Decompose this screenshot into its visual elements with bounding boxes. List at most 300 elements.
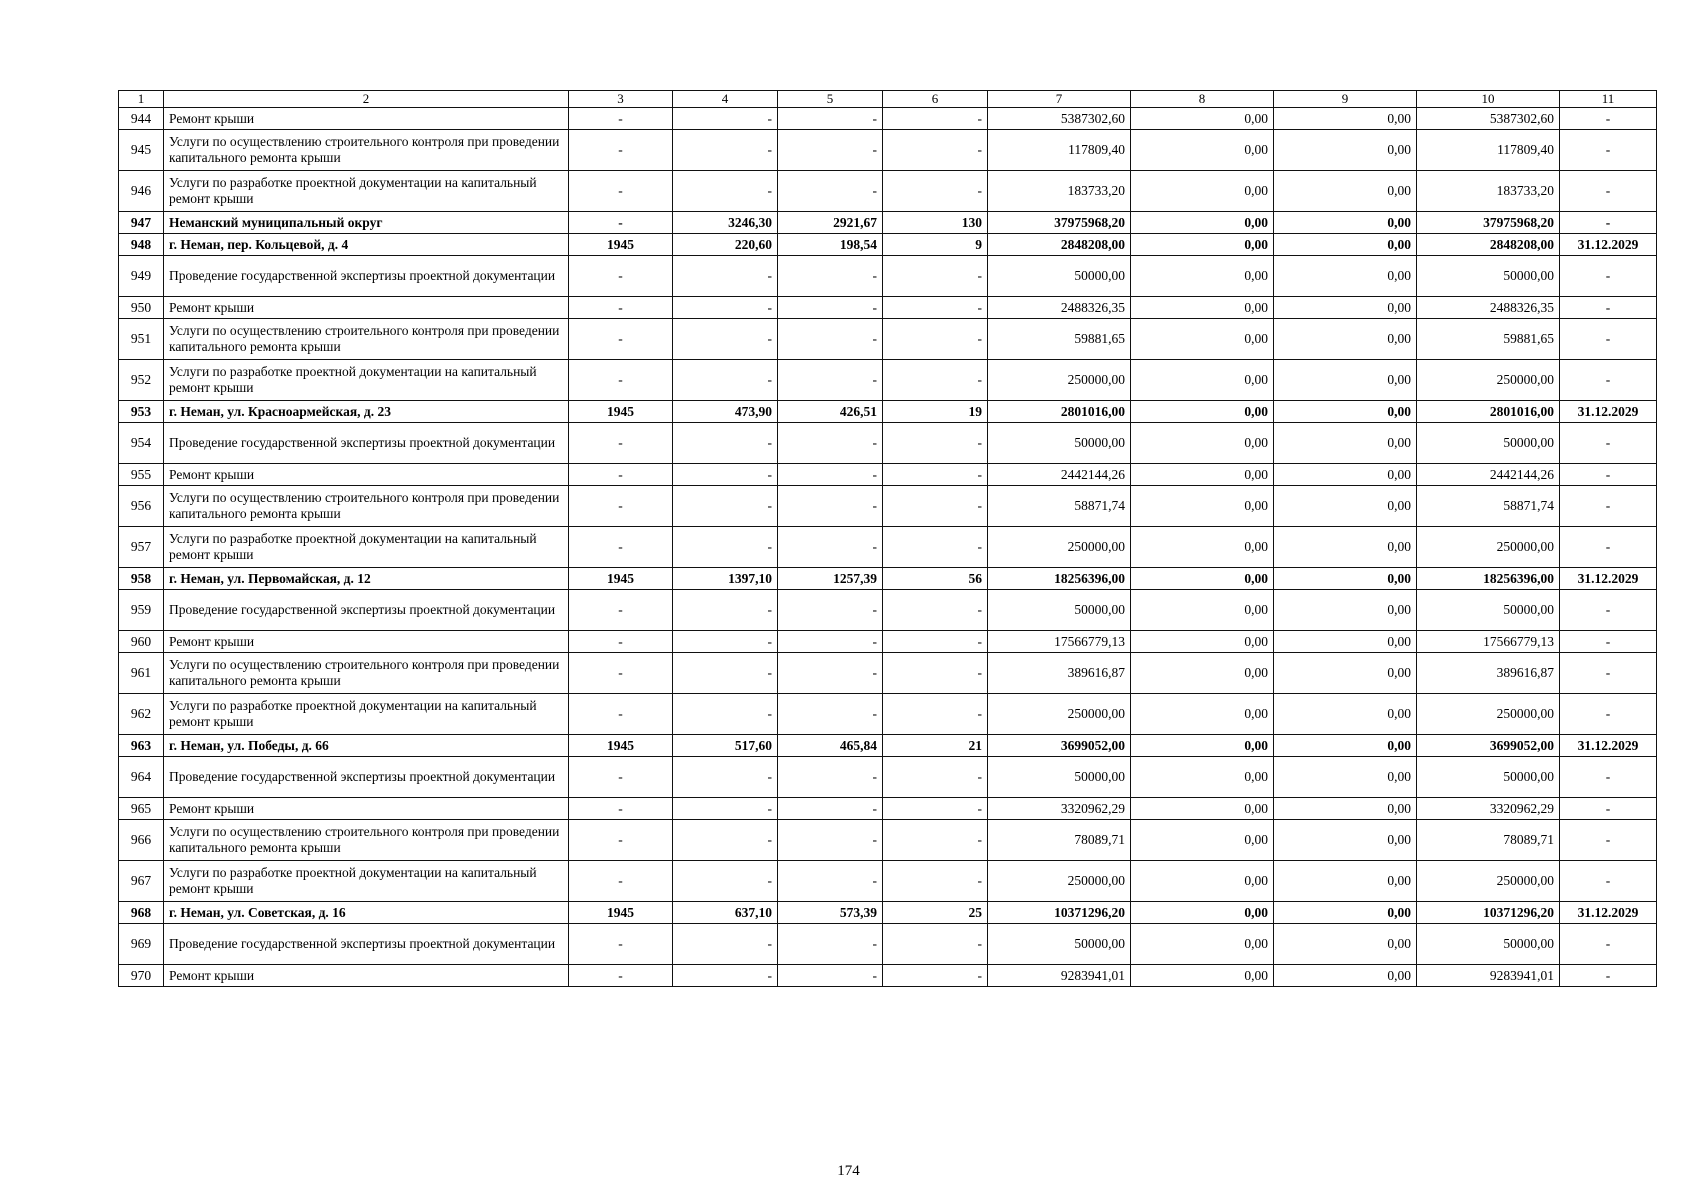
area-cell: - — [673, 256, 778, 297]
cost-cell-8: 0,00 — [1131, 319, 1274, 360]
total-cost-cell: 50000,00 — [988, 423, 1131, 464]
living-area-cell: - — [778, 861, 883, 902]
deadline-cell: - — [1560, 464, 1657, 486]
row-number: 964 — [119, 757, 164, 798]
residents-cell: - — [883, 527, 988, 568]
cost-cell-8: 0,00 — [1131, 631, 1274, 653]
cost-cell-8: 0,00 — [1131, 798, 1274, 820]
item-name: Неманский муниципальный округ — [164, 212, 569, 234]
cost-cell-9: 0,00 — [1274, 653, 1417, 694]
year-cell: 1945 — [569, 234, 673, 256]
living-area-cell: - — [778, 694, 883, 735]
cost-cell-9: 0,00 — [1274, 965, 1417, 987]
year-cell: - — [569, 527, 673, 568]
total-cost-cell: 10371296,20 — [988, 902, 1131, 924]
area-cell: 1397,10 — [673, 568, 778, 590]
cost-cell-10: 59881,65 — [1417, 319, 1560, 360]
header-cell: 11 — [1560, 91, 1657, 108]
area-cell: - — [673, 757, 778, 798]
year-cell: - — [569, 360, 673, 401]
cost-cell-9: 0,00 — [1274, 590, 1417, 631]
deadline-cell: - — [1560, 130, 1657, 171]
residents-cell: - — [883, 171, 988, 212]
cost-cell-8: 0,00 — [1131, 256, 1274, 297]
living-area-cell: - — [778, 798, 883, 820]
item-name: Проведение государственной экспертизы проектной документации — [164, 924, 569, 965]
deadline-cell: 31.12.2029 — [1560, 401, 1657, 423]
year-cell: - — [569, 423, 673, 464]
row-number: 946 — [119, 171, 164, 212]
cost-cell-8: 0,00 — [1131, 486, 1274, 527]
living-area-cell: - — [778, 527, 883, 568]
cost-cell-8: 0,00 — [1131, 108, 1274, 130]
cost-cell-9: 0,00 — [1274, 694, 1417, 735]
cost-cell-9: 0,00 — [1274, 212, 1417, 234]
table-row — [119, 590, 1657, 631]
living-area-cell: 465,84 — [778, 735, 883, 757]
living-area-cell: - — [778, 820, 883, 861]
cost-cell-9: 0,00 — [1274, 861, 1417, 902]
header-cell: 7 — [988, 91, 1131, 108]
deadline-cell: - — [1560, 861, 1657, 902]
area-cell: - — [673, 861, 778, 902]
year-cell: - — [569, 590, 673, 631]
deadline-cell: - — [1560, 757, 1657, 798]
item-name: Ремонт крыши — [164, 798, 569, 820]
item-name: Услуги по осуществлению строительного контроля при проведении капитального ремонта крыши — [164, 653, 569, 694]
living-area-cell: - — [778, 108, 883, 130]
residents-cell: - — [883, 319, 988, 360]
deadline-cell: - — [1560, 108, 1657, 130]
row-number: 956 — [119, 486, 164, 527]
residents-cell: - — [883, 653, 988, 694]
total-cost-cell: 17566779,13 — [988, 631, 1131, 653]
table-row — [119, 965, 1657, 987]
cost-cell-9: 0,00 — [1274, 256, 1417, 297]
living-area-cell: - — [778, 423, 883, 464]
area-cell: - — [673, 319, 778, 360]
deadline-cell: - — [1560, 965, 1657, 987]
cost-cell-10: 50000,00 — [1417, 256, 1560, 297]
residents-cell: - — [883, 256, 988, 297]
year-cell: - — [569, 486, 673, 527]
residents-cell: 19 — [883, 401, 988, 423]
cost-cell-10: 250000,00 — [1417, 527, 1560, 568]
area-cell: 517,60 — [673, 735, 778, 757]
table-row — [119, 297, 1657, 319]
header-cell: 8 — [1131, 91, 1274, 108]
cost-cell-8: 0,00 — [1131, 171, 1274, 212]
living-area-cell: - — [778, 360, 883, 401]
deadline-cell: - — [1560, 798, 1657, 820]
row-number: 966 — [119, 820, 164, 861]
item-name: Ремонт крыши — [164, 108, 569, 130]
row-number: 955 — [119, 464, 164, 486]
row-number: 960 — [119, 631, 164, 653]
total-cost-cell: 50000,00 — [988, 590, 1131, 631]
area-cell: - — [673, 108, 778, 130]
area-cell: - — [673, 360, 778, 401]
header-cell: 9 — [1274, 91, 1417, 108]
table-row — [119, 108, 1657, 130]
deadline-cell: - — [1560, 486, 1657, 527]
year-cell: 1945 — [569, 568, 673, 590]
cost-cell-8: 0,00 — [1131, 464, 1274, 486]
residents-cell: - — [883, 694, 988, 735]
area-cell: - — [673, 653, 778, 694]
item-name: г. Неман, пер. Кольцевой, д. 4 — [164, 234, 569, 256]
cost-cell-10: 50000,00 — [1417, 924, 1560, 965]
row-number: 969 — [119, 924, 164, 965]
item-name: г. Неман, ул. Первомайская, д. 12 — [164, 568, 569, 590]
residents-cell: - — [883, 590, 988, 631]
table-row — [119, 631, 1657, 653]
cost-cell-8: 0,00 — [1131, 590, 1274, 631]
total-cost-cell: 2488326,35 — [988, 297, 1131, 319]
row-number: 954 — [119, 423, 164, 464]
total-cost-cell: 3699052,00 — [988, 735, 1131, 757]
total-cost-cell: 9283941,01 — [988, 965, 1131, 987]
area-cell: - — [673, 798, 778, 820]
total-cost-cell: 37975968,20 — [988, 212, 1131, 234]
table-row — [119, 861, 1657, 902]
living-area-cell: 198,54 — [778, 234, 883, 256]
cost-cell-9: 0,00 — [1274, 924, 1417, 965]
cost-cell-10: 3320962,29 — [1417, 798, 1560, 820]
cost-cell-10: 50000,00 — [1417, 590, 1560, 631]
living-area-cell: - — [778, 256, 883, 297]
row-number: 967 — [119, 861, 164, 902]
header-cell: 3 — [569, 91, 673, 108]
living-area-cell: 426,51 — [778, 401, 883, 423]
cost-cell-8: 0,00 — [1131, 820, 1274, 861]
total-cost-cell: 59881,65 — [988, 319, 1131, 360]
residents-cell: - — [883, 965, 988, 987]
deadline-cell: - — [1560, 924, 1657, 965]
deadline-cell: - — [1560, 423, 1657, 464]
residents-cell: 56 — [883, 568, 988, 590]
cost-cell-8: 0,00 — [1131, 527, 1274, 568]
area-cell: - — [673, 464, 778, 486]
table-row — [119, 757, 1657, 798]
living-area-cell: - — [778, 757, 883, 798]
year-cell: - — [569, 820, 673, 861]
item-name: Проведение государственной экспертизы проектной документации — [164, 590, 569, 631]
year-cell: - — [569, 861, 673, 902]
living-area-cell: - — [778, 924, 883, 965]
row-number: 948 — [119, 234, 164, 256]
row-number: 947 — [119, 212, 164, 234]
cost-cell-10: 389616,87 — [1417, 653, 1560, 694]
cost-cell-10: 5387302,60 — [1417, 108, 1560, 130]
cost-cell-9: 0,00 — [1274, 631, 1417, 653]
cost-cell-9: 0,00 — [1274, 108, 1417, 130]
cost-cell-10: 2442144,26 — [1417, 464, 1560, 486]
area-cell: - — [673, 130, 778, 171]
total-cost-cell: 250000,00 — [988, 360, 1131, 401]
item-name: Услуги по разработке проектной документации на капитальный ремонт крыши — [164, 861, 569, 902]
cost-cell-9: 0,00 — [1274, 820, 1417, 861]
table-row — [119, 212, 1657, 234]
deadline-cell: 31.12.2029 — [1560, 735, 1657, 757]
table-row — [119, 319, 1657, 360]
cost-cell-8: 0,00 — [1131, 902, 1274, 924]
living-area-cell: - — [778, 590, 883, 631]
table-row — [119, 820, 1657, 861]
cost-cell-8: 0,00 — [1131, 130, 1274, 171]
total-cost-cell: 183733,20 — [988, 171, 1131, 212]
cost-cell-9: 0,00 — [1274, 486, 1417, 527]
cost-cell-10: 50000,00 — [1417, 757, 1560, 798]
cost-cell-10: 183733,20 — [1417, 171, 1560, 212]
area-cell: 3246,30 — [673, 212, 778, 234]
total-cost-cell: 78089,71 — [988, 820, 1131, 861]
cost-cell-10: 2848208,00 — [1417, 234, 1560, 256]
living-area-cell: - — [778, 130, 883, 171]
year-cell: - — [569, 171, 673, 212]
cost-cell-8: 0,00 — [1131, 212, 1274, 234]
item-name: г. Неман, ул. Победы, д. 66 — [164, 735, 569, 757]
cost-cell-10: 2488326,35 — [1417, 297, 1560, 319]
living-area-cell: - — [778, 631, 883, 653]
cost-cell-8: 0,00 — [1131, 653, 1274, 694]
area-cell: - — [673, 423, 778, 464]
cost-cell-10: 250000,00 — [1417, 360, 1560, 401]
area-cell: 220,60 — [673, 234, 778, 256]
row-number: 958 — [119, 568, 164, 590]
table-row — [119, 798, 1657, 820]
cost-cell-8: 0,00 — [1131, 861, 1274, 902]
cost-cell-9: 0,00 — [1274, 527, 1417, 568]
cost-cell-10: 18256396,00 — [1417, 568, 1560, 590]
cost-cell-10: 37975968,20 — [1417, 212, 1560, 234]
item-name: Услуги по разработке проектной документации на капитальный ремонт крыши — [164, 527, 569, 568]
total-cost-cell: 250000,00 — [988, 694, 1131, 735]
table-row — [119, 171, 1657, 212]
table-row — [119, 234, 1657, 256]
area-cell: - — [673, 171, 778, 212]
item-name: Проведение государственной экспертизы проектной документации — [164, 423, 569, 464]
year-cell: 1945 — [569, 902, 673, 924]
cost-cell-10: 9283941,01 — [1417, 965, 1560, 987]
deadline-cell: - — [1560, 256, 1657, 297]
item-name: Ремонт крыши — [164, 965, 569, 987]
total-cost-cell: 250000,00 — [988, 861, 1131, 902]
row-number: 952 — [119, 360, 164, 401]
area-cell: - — [673, 631, 778, 653]
cost-cell-9: 0,00 — [1274, 798, 1417, 820]
residents-cell: - — [883, 297, 988, 319]
year-cell: - — [569, 212, 673, 234]
row-number: 968 — [119, 902, 164, 924]
residents-cell: - — [883, 423, 988, 464]
item-name: Ремонт крыши — [164, 631, 569, 653]
deadline-cell: - — [1560, 297, 1657, 319]
header-cell: 2 — [164, 91, 569, 108]
deadline-cell: - — [1560, 694, 1657, 735]
row-number: 953 — [119, 401, 164, 423]
cost-cell-10: 250000,00 — [1417, 694, 1560, 735]
year-cell: - — [569, 256, 673, 297]
item-name: Услуги по разработке проектной документации на капитальный ремонт крыши — [164, 360, 569, 401]
item-name: Услуги по разработке проектной документации на капитальный ремонт крыши — [164, 171, 569, 212]
table-row — [119, 924, 1657, 965]
item-name: Услуги по осуществлению строительного контроля при проведении капитального ремонта крыши — [164, 130, 569, 171]
residents-cell: 21 — [883, 735, 988, 757]
total-cost-cell: 117809,40 — [988, 130, 1131, 171]
residents-cell: - — [883, 130, 988, 171]
header-cell: 1 — [119, 91, 164, 108]
residents-cell: 9 — [883, 234, 988, 256]
table-row — [119, 735, 1657, 757]
header-cell: 4 — [673, 91, 778, 108]
row-number: 970 — [119, 965, 164, 987]
table-row — [119, 256, 1657, 297]
living-area-cell: - — [778, 486, 883, 527]
cost-cell-8: 0,00 — [1131, 360, 1274, 401]
deadline-cell: 31.12.2029 — [1560, 568, 1657, 590]
cost-cell-9: 0,00 — [1274, 234, 1417, 256]
deadline-cell: - — [1560, 631, 1657, 653]
header-cell: 6 — [883, 91, 988, 108]
cost-cell-10: 2801016,00 — [1417, 401, 1560, 423]
year-cell: - — [569, 965, 673, 987]
year-cell: - — [569, 108, 673, 130]
residents-cell: - — [883, 486, 988, 527]
cost-cell-10: 78089,71 — [1417, 820, 1560, 861]
area-cell: - — [673, 297, 778, 319]
year-cell: - — [569, 653, 673, 694]
total-cost-cell: 2848208,00 — [988, 234, 1131, 256]
table-row — [119, 653, 1657, 694]
cost-cell-9: 0,00 — [1274, 130, 1417, 171]
residents-cell: - — [883, 924, 988, 965]
table-row — [119, 464, 1657, 486]
deadline-cell: - — [1560, 653, 1657, 694]
item-name: Услуги по осуществлению строительного контроля при проведении капитального ремонта крыши — [164, 319, 569, 360]
total-cost-cell: 18256396,00 — [988, 568, 1131, 590]
year-cell: 1945 — [569, 401, 673, 423]
living-area-cell: - — [778, 171, 883, 212]
residents-cell: - — [883, 820, 988, 861]
living-area-cell: 2921,67 — [778, 212, 883, 234]
area-cell: - — [673, 486, 778, 527]
total-cost-cell: 50000,00 — [988, 757, 1131, 798]
row-number: 951 — [119, 319, 164, 360]
area-cell: - — [673, 924, 778, 965]
area-cell: - — [673, 694, 778, 735]
total-cost-cell: 58871,74 — [988, 486, 1131, 527]
row-number: 944 — [119, 108, 164, 130]
budget-table — [118, 90, 1657, 987]
year-cell: - — [569, 798, 673, 820]
area-cell: - — [673, 820, 778, 861]
item-name: Ремонт крыши — [164, 297, 569, 319]
cost-cell-10: 3699052,00 — [1417, 735, 1560, 757]
cost-cell-10: 17566779,13 — [1417, 631, 1560, 653]
cost-cell-10: 250000,00 — [1417, 861, 1560, 902]
cost-cell-8: 0,00 — [1131, 757, 1274, 798]
cost-cell-9: 0,00 — [1274, 902, 1417, 924]
cost-cell-8: 0,00 — [1131, 297, 1274, 319]
item-name: Услуги по осуществлению строительного контроля при проведении капитального ремонта крыши — [164, 820, 569, 861]
row-number: 962 — [119, 694, 164, 735]
deadline-cell: - — [1560, 820, 1657, 861]
row-number: 949 — [119, 256, 164, 297]
cost-cell-9: 0,00 — [1274, 401, 1417, 423]
total-cost-cell: 3320962,29 — [988, 798, 1131, 820]
header-cell: 5 — [778, 91, 883, 108]
row-number: 950 — [119, 297, 164, 319]
living-area-cell: 573,39 — [778, 902, 883, 924]
cost-cell-9: 0,00 — [1274, 735, 1417, 757]
total-cost-cell: 250000,00 — [988, 527, 1131, 568]
residents-cell: - — [883, 798, 988, 820]
table-row — [119, 423, 1657, 464]
deadline-cell: 31.12.2029 — [1560, 234, 1657, 256]
row-number: 961 — [119, 653, 164, 694]
area-cell: 637,10 — [673, 902, 778, 924]
cost-cell-8: 0,00 — [1131, 735, 1274, 757]
total-cost-cell: 50000,00 — [988, 924, 1131, 965]
cost-cell-9: 0,00 — [1274, 423, 1417, 464]
deadline-cell: - — [1560, 527, 1657, 568]
residents-cell: - — [883, 631, 988, 653]
residents-cell: - — [883, 464, 988, 486]
page-number: 174 — [837, 1163, 860, 1179]
year-cell: 1945 — [569, 735, 673, 757]
cost-cell-9: 0,00 — [1274, 464, 1417, 486]
total-cost-cell: 50000,00 — [988, 256, 1131, 297]
year-cell: - — [569, 319, 673, 360]
row-number: 959 — [119, 590, 164, 631]
living-area-cell: - — [778, 464, 883, 486]
row-number: 957 — [119, 527, 164, 568]
table-row — [119, 568, 1657, 590]
living-area-cell: - — [778, 965, 883, 987]
row-number: 963 — [119, 735, 164, 757]
cost-cell-9: 0,00 — [1274, 319, 1417, 360]
area-cell: - — [673, 965, 778, 987]
deadline-cell: - — [1560, 319, 1657, 360]
table-row — [119, 360, 1657, 401]
item-name: г. Неман, ул. Красноармейская, д. 23 — [164, 401, 569, 423]
item-name: Услуги по разработке проектной документации на капитальный ремонт крыши — [164, 694, 569, 735]
living-area-cell: - — [778, 319, 883, 360]
year-cell: - — [569, 631, 673, 653]
residents-cell: - — [883, 360, 988, 401]
row-number: 945 — [119, 130, 164, 171]
cost-cell-10: 50000,00 — [1417, 423, 1560, 464]
living-area-cell: - — [778, 653, 883, 694]
cost-cell-9: 0,00 — [1274, 171, 1417, 212]
deadline-cell: - — [1560, 360, 1657, 401]
item-name: Ремонт крыши — [164, 464, 569, 486]
area-cell: - — [673, 527, 778, 568]
year-cell: - — [569, 694, 673, 735]
cost-cell-8: 0,00 — [1131, 423, 1274, 464]
deadline-cell: - — [1560, 212, 1657, 234]
living-area-cell: - — [778, 297, 883, 319]
table-row — [119, 527, 1657, 568]
row-number: 965 — [119, 798, 164, 820]
cost-cell-8: 0,00 — [1131, 234, 1274, 256]
cost-cell-10: 10371296,20 — [1417, 902, 1560, 924]
year-cell: - — [569, 464, 673, 486]
item-name: г. Неман, ул. Советская, д. 16 — [164, 902, 569, 924]
item-name: Проведение государственной экспертизы проектной документации — [164, 757, 569, 798]
residents-cell: 25 — [883, 902, 988, 924]
